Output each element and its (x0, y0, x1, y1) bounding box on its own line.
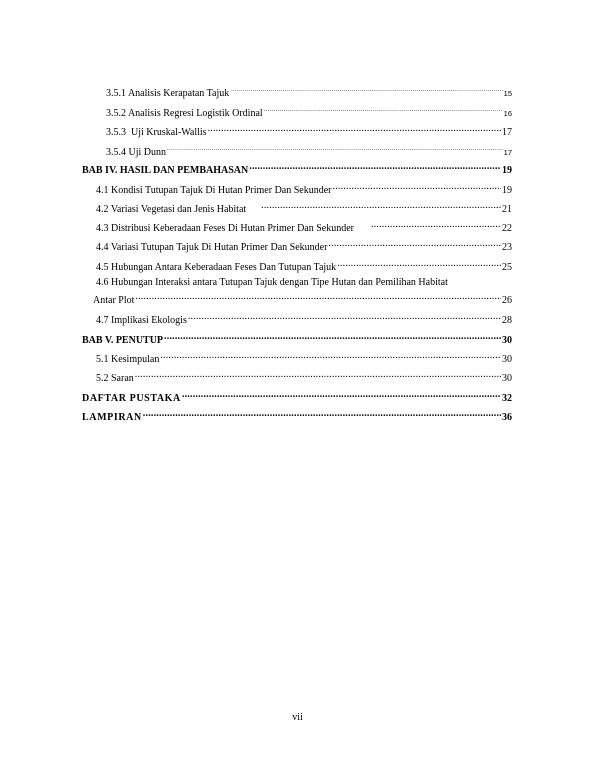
toc-chapter-title: DAFTAR PUSTAKA (82, 393, 181, 404)
toc-entry-title: 4.4 Variasi Tutupan Tajuk Di Hutan Primer Dan Sekunder (96, 242, 328, 253)
dot-leader (135, 291, 501, 303)
toc-entry-page: 21 (502, 204, 512, 215)
toc-entry-page: 15 (503, 89, 512, 98)
toc-chapter-title: BAB IV. HASIL DAN PEMBAHASAN (82, 165, 249, 176)
dot-leader (371, 219, 501, 231)
dot-leader (261, 200, 501, 212)
toc-entry-title: 4.7 Implikasi Ekologis (96, 315, 187, 326)
dot-leader (182, 389, 501, 401)
dot-leader (160, 350, 501, 362)
toc-entry-page: 23 (502, 242, 512, 253)
toc-entry-title: 3.5.3 Uji Kruskal-Wallis (106, 127, 207, 138)
toc-entry-title-continued: Antar Plot (93, 295, 135, 306)
dot-leader (143, 408, 501, 420)
dot-leader (135, 369, 501, 381)
toc-entry-page: 28 (502, 315, 512, 326)
dot-leader (337, 258, 501, 270)
page-number: vii (292, 712, 303, 723)
toc-entry-title: 4.1 Kondisi Tutupan Tajuk Di Hutan Primer Dan Sekunder (96, 185, 332, 196)
dot-leader (328, 238, 501, 250)
dot-leader (249, 161, 501, 173)
dot-leader (164, 331, 501, 343)
toc-entry-title: 4.6 Hubungan Interaksi antara Tutupan Tajuk dengan Tipe Hutan dan Pemilihan Habitat (96, 277, 448, 288)
dot-leader (230, 84, 502, 96)
toc-chapter-title: BAB V. PENUTUP (82, 335, 164, 346)
toc-entry-title: 4.2 Variasi Vegetasi dan Jenis Habitat (96, 204, 247, 215)
toc-chapter-page: 19 (502, 165, 512, 176)
toc-entry-page: 26 (502, 295, 512, 306)
toc-entry-page: 25 (502, 262, 512, 273)
toc-entry-title: 4.3 Distribusi Keberadaan Feses Di Hutan Primer Dan Sekunder (96, 223, 354, 234)
dot-leader (333, 181, 502, 193)
toc-entry-title: 4.5 Hubungan Antara Keberadaan Feses Dan Tutupan Tajuk (96, 262, 337, 273)
dot-leader (188, 311, 501, 323)
toc-entry-page: 17 (502, 127, 512, 138)
toc-chapter-title: LAMPIRAN (82, 412, 142, 423)
toc-chapter-page: 36 (502, 412, 512, 423)
toc-chapter-page: 30 (502, 335, 512, 346)
toc-entry-page: 30 (502, 373, 512, 384)
toc-entry-title: 5.2 Saran (96, 373, 134, 384)
toc-entry-title: 5.1 Kesimpulan (96, 354, 160, 365)
toc-entry-page: 30 (502, 354, 512, 365)
toc-chapter-page: 32 (502, 393, 512, 404)
toc-entry-title: 3.5.1 Analisis Kerapatan Tajuk (106, 88, 230, 99)
dot-leader (167, 143, 503, 155)
dot-leader (208, 123, 501, 135)
toc-entry-page: 22 (502, 223, 512, 234)
toc-entry-page: 19 (502, 185, 512, 196)
toc-entry-page: 17 (503, 148, 512, 157)
toc-entry-title: 3.5.4 Uji Dunn (106, 147, 166, 158)
toc-entry-title: 3.5.2 Analisis Regresi Logistik Ordinal (106, 108, 263, 119)
toc-entry-page: 16 (503, 109, 512, 118)
dot-leader (264, 104, 503, 116)
